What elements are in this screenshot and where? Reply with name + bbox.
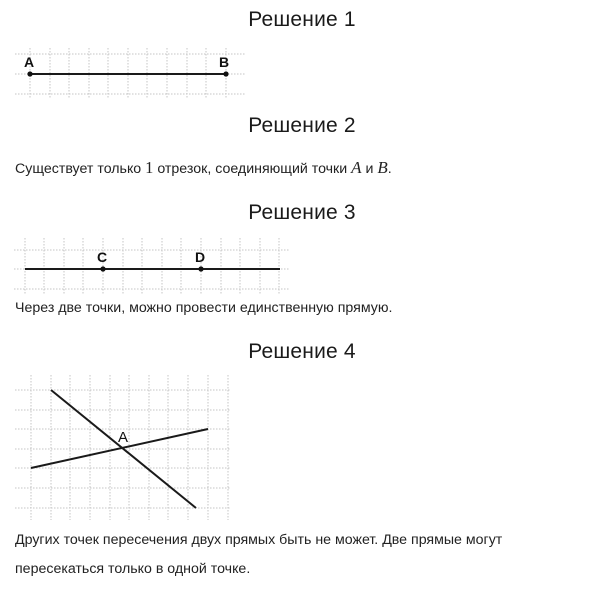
math-number-one: 1 xyxy=(145,158,154,177)
point-b-label: B xyxy=(219,54,230,70)
math-var-b: B xyxy=(377,158,388,177)
section-4-text-line1: Других точек пересечения двух прямых быть не может. Две прямые могут xyxy=(15,532,503,548)
section-2-text-end: . xyxy=(387,161,392,177)
section-3-text: Через две точки, можно провести единственную прямую. xyxy=(15,300,393,316)
section-2-text-before: Существует только xyxy=(15,161,146,177)
section-3-heading: Решение 3 xyxy=(248,201,356,224)
section-4-heading: Решение 4 xyxy=(248,340,356,363)
section-4-text-line2: пересекаться только в одной точке. xyxy=(15,561,251,577)
section-2-heading: Решение 2 xyxy=(248,114,356,137)
intersection-point-a-label: A xyxy=(118,429,129,446)
section-1-heading: Решение 1 xyxy=(248,8,356,31)
section-2-text-middle: отрезок, соединяющий точки xyxy=(153,161,352,177)
section-4-text xyxy=(15,526,595,584)
point-d-label: D xyxy=(195,249,206,265)
math-var-a: A xyxy=(351,158,362,177)
point-c-label: C xyxy=(97,249,108,265)
section-2-text-conj: и xyxy=(361,161,378,177)
point-a-label: A xyxy=(24,54,35,70)
